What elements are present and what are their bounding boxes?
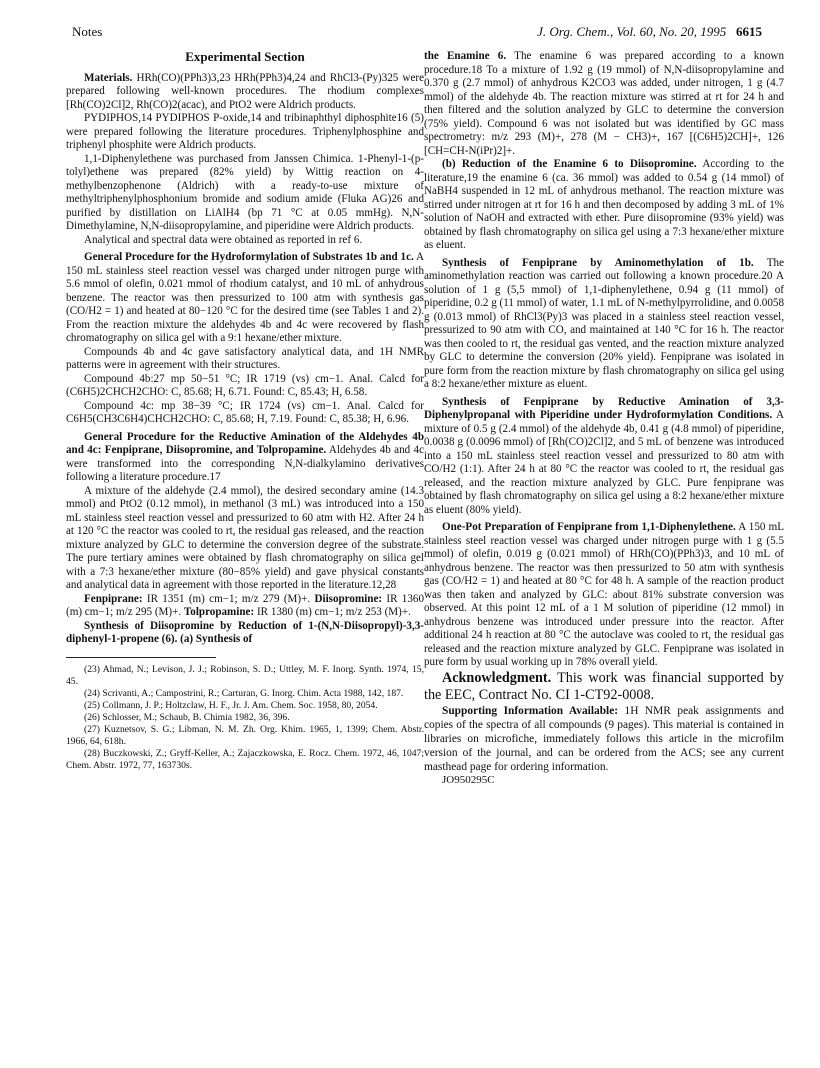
page-number: 6615	[736, 24, 762, 39]
one-pot-paragraph	[424, 521, 784, 670]
left-column	[66, 50, 424, 772]
header-section-label: Notes	[72, 24, 103, 39]
enamine-heading: the Enamine 6.	[424, 50, 507, 62]
reduction-text: According to the literature,19 the enamine 6 (ca. 36 mmol) was added to 0.54 g (14 mmol) of NaBH4 suspended in 12 mL of anhydrous methanol. The reaction mixture was stirred under nitrogen at rt for 16 h and then decomposed by adding 3 mL of 1% solution of NaOH and extracted with ether. Pure diisopromine (93% yield) was obtained by flash chromatography on silica gel using a 7:3 hexane/ether mixture as eluent.	[424, 158, 784, 251]
footnote: (25) Collmann, J. P.; Holtzclaw, H. F., Jr. J. Am. Chem. Soc. 1958, 80, 2054.	[84, 699, 378, 711]
hydroformylation-text: A 150 mL stainless steel reaction vessel was charged under nitrogen purge with 5.6 mmol of olefin, 0.021 mmol of rhodium catalyst, and 10 mL of anhydrous benzene. The reactor was then pressurized to 100 atm with synthesis gas (CO/H2 = 1) and heated at 80−120 °C for the desired time (see Tables 1 and 2). From the reaction mixture the aldehydes 4b and 4c were recovered by flash chromatography on silica gel with a 9:1 hexane/ether mixture.	[66, 251, 424, 344]
one-pot-text: A 150 mL stainless steel reaction vessel was charged under nitrogen purge with 1 g (5.5 mmol) of olefin, 0.019 g (0.021 mmol) of HRh(CO)(PPh3)3, and 10 mL of anhydrous benzene. The reactor was then pressurized to 50 atm with synthesis gas (CO/H2 = 1) and heated at 80 °C for 48 h. A sample of the reaction product was then taken and analyzed by GLC: about 81% substrate conversion was observed. At this point 12 mL of a 1 M solution of piperidine (12 mmol) in anhydrous benzene was introduced under pressure into the reactor. After additional 24 h reaction at 80 °C the autoclave was cooled to rt, the residual gas released and the reaction mixture analyzed by GLC. Fenpiprane was isolated in pure form by usual working up in 78% overall yield.	[424, 521, 784, 668]
reduction-heading: (b) Reduction of the Enamine 6 to Diisopromine.	[442, 158, 697, 170]
synthesis-heading-paragraph	[66, 620, 424, 647]
one-pot-heading: One-Pot Preparation of Fenpiprane from 1,1-Diphenylethene.	[442, 521, 736, 533]
enamine-paragraph	[424, 50, 784, 158]
footnote: (23) Ahmad, N.; Levison, J. J.; Robinson, S. D.; Uttley, M. F. Inorg. Synth. 1974, 15, 45.	[66, 663, 424, 687]
reductive-amination-hydroformylation-paragraph	[424, 396, 784, 518]
acknowledgment-text: This work was financial supported by the EEC, Contract No. CI 1-CT92-0008.	[424, 669, 784, 703]
reductive-amination-paragraph	[66, 431, 424, 485]
synthesis-heading: Synthesis of Diisopromine by Reduction of 1-(N,N-Diisopropyl)-3,3-diphenyl-1-propene (6). (a) Synthesis of	[66, 619, 424, 645]
materials-paragraph	[66, 72, 424, 113]
section-title: Experimental Section	[185, 49, 305, 64]
aminomethylation-paragraph	[424, 257, 784, 392]
reductive-amination-hydroformylation-text: A mixture of 0.5 g (2.4 mmol) of the aldehyde 4b, 0.41 g (4.8 mmol) of piperidine, 0.0038 g (0.0096 mmol) of [Rh(CO)2Cl]2, and 5 mL of benzene was introduced into a 150 mL stainless steel reaction vessel and pressurized to 80 atm with CO/H2 (1:1). After 24 h at 80 °C the reactor was cooled to rt, the residual gas released, and the reaction mixture analyzed by GLC. Pure fenpiprane was obtained by flash chromatography on silica gel using a 8:2 hexane/ether mixture as eluent (80% yield).	[424, 409, 784, 516]
materials-heading: Materials.	[84, 71, 133, 84]
reductive-amination-text: Aldehydes 4b and 4c were transformed into the corresponding N,N-dialkylamino derivatives following a literature procedure.17	[66, 444, 424, 483]
hydroformylation-paragraph	[66, 251, 424, 346]
supporting-info-heading: Supporting Information Available:	[442, 704, 619, 717]
hydroformylation-heading: General Procedure for the Hydroformylation of Substrates 1b and 1c.	[84, 251, 414, 263]
journal-citation: J. Org. Chem., Vol. 60, No. 20, 1995	[537, 24, 727, 39]
paragraph: A mixture of the aldehyde (2.4 mmol), the desired secondary amine (14.3 mmol) and PtO2 (0.12 mmol), in methanol (3 mL) was introduced into a 150 mL stainless steel reaction vessel and pressurized to 60 atm with H2. After 24 h at 120 °C the reactor was cooled to rt, the residual gas released, and the reaction mixture analyzed by GLC to determine the conversion degree of the substrate. The pure tertiary amines were obtained by flash chromatography on silica gel with a 7:3 hexane/ether mixture (80−85% yield) and gave physical constants and analytical data in agreement with those reported in the literature.12,28	[66, 484, 424, 591]
right-column	[424, 50, 784, 787]
footnote: (28) Buczkowski, Z.; Gryff-Keller, A.; Zajaczkowska, E. Rocz. Chem. 1972, 46, 1047; Chem. Abstr. 1972, 77, 163730s.	[66, 747, 424, 771]
tolpropamine-heading: Tolpropamine:	[183, 606, 255, 618]
enamine-text: The enamine 6 was prepared according to a known procedure.18 To a mixture of 1.92 g (19 mmol) of N,N-diisopropylamine and 0.370 g (2.7 mmol) of anhydrous K2CO3 was added, under nitrogen, 1 g (4.7 mmol) of the aldehyde 4b. The reaction mixture was stirred at rt for 24 h and then filtered and the solution analyzed by GLC to determine the conversion (75% yield). Compound 6 was not isolated but was identified by GC mass spectrometry: m/z 293 (M)+, 278 (M − CH3)+, 167 [(C6H5)2CH]+, 126 [CH=CH-N(iPr)2]+.	[424, 50, 784, 157]
reduction-paragraph	[424, 158, 784, 253]
header-journal-citation	[537, 24, 762, 40]
fenpiprane-data: IR 1351 (m) cm−1; m/z 279 (M)+.	[146, 592, 311, 605]
paragraph: PYDIPHOS,14 PYDIPHOS P-oxide,14 and tribinaphthyl diphosphite16 (5) were prepared following the literature procedures. Triphenylphosphine and triphenyl phosphite were Aldrich products.	[66, 112, 424, 151]
paragraph: Analytical and spectral data were obtained as reported in ref 6.	[84, 233, 363, 246]
fenpiprane-heading: Fenpiprane:	[84, 592, 143, 605]
aminomethylation-text: The aminomethylation reaction was carried out following a known procedure.20 A solution of 1 g (5,5 mmol) of 1,1-diphenylethene, 0.94 g (11 mmol) of piperidine, 0.2 g (11 mmol) of water, 1.1 mL of N-methylpyrrolidine, and 0.0058 g (0.013 mmol) of RhCl3(Py)3 was placed in a stainless steel reaction vessel, pressurized to 90 atm with CO, and maintained at 140 °C for 16 h. The reactor was then cooled to rt, the residual gas vented, and the reaction mixture analyzed by GLC to determine the conversion (20% yield). Fenpiprane was isolated in pure form from the reaction mixture by flash chromatography on silica gel using a 8:2 hexane/ether mixture as eluent.	[424, 256, 785, 390]
supporting-info-text: 1H NMR peak assignments and copies of the spectra of all compounds (9 pages). This material is contained in libraries on microfiche, immediately follows this article in the microfilm version of the journal, and can be ordered from the ACS; see any current masthead page for ordering information.	[424, 704, 784, 773]
reductive-amination-hydroformylation-heading: Synthesis of Fenpiprane by Reductive Amination of 3,3-Diphenylpropanal with Piperidine under Hydroformylation Conditions.	[424, 395, 784, 421]
materials-text: HRh(CO)(PPh3)3,23 HRh(PPh3)4,24 and RhCl3-(Py)325 were prepared following well-known procedures. The rhodium complexes [Rh(CO)2Cl]2, Rh(CO)2(acac), and PtO2 were Aldrich products.	[66, 71, 424, 111]
paragraph: 1,1-Diphenylethene was purchased from Janssen Chimica. 1-Phenyl-1-(p-tolyl)ethene was prepared (82% yield) by Wittig reaction on 4-methylbenzophenone (Aldrich) with a ready-to-use mixture of methyltriphenylphosphonium bromide and sodium amide (Fluka AG)26 and purified by distillation on LiAlH4 (bp 71 °C at 0.05 mmHg). N,N-Dimethylamine, N,N-diisopropylamine, and piperidine were Aldrich products.	[66, 152, 424, 232]
acknowledgment-heading: Acknowledgment.	[442, 669, 552, 686]
footnote: (26) Schlosser, M.; Schaub, B. Chimia 1982, 36, 396.	[84, 711, 290, 723]
footnote: (24) Scrivanti, A.; Campostrini, R.; Carturan, G. Inorg. Chim. Acta 1988, 142, 187.	[84, 687, 404, 699]
acknowledgment-paragraph	[424, 670, 784, 704]
paragraph: Compounds 4b and 4c gave satisfactory analytical data, and 1H NMR patterns were in agreement with their structures.	[66, 345, 424, 371]
paragraph: Compound 4c: mp 38−39 °C; IR 1724 (vs) cm−1. Anal. Calcd for C6H5(CH3C6H4)CHCH2CHO: C, 85.68; H, 7.19. Found: C, 85.38; H, 6.96.	[66, 399, 424, 425]
tolpropamine-data: IR 1380 (m) cm−1; m/z 253 (M)+.	[256, 606, 411, 618]
diisopromine-heading: Diisopromine:	[314, 592, 383, 605]
aminomethylation-heading: Synthesis of Fenpiprane by Aminomethylation of 1b.	[442, 256, 754, 269]
paragraph: Compound 4b:27 mp 50−51 °C; IR 1719 (vs) cm−1. Anal. Calcd for (C6H5)2CHCH2CHO: C, 85.68; H, 6.71. Found: C, 85.43; H, 6.58.	[66, 372, 424, 398]
amine-data-paragraph	[66, 593, 424, 620]
footnote-divider	[66, 657, 216, 658]
manuscript-code: JO950295C	[442, 773, 495, 786]
reductive-amination-heading: General Procedure for the Reductive Amination of the Aldehydes 4b and 4c: Fenpiprane, Diisopromine, and Tolpropamine.	[66, 430, 424, 456]
diisopromine-data: IR 1360 (m) cm−1; m/z 295 (M)+.	[66, 592, 424, 618]
supporting-info-paragraph	[424, 704, 784, 774]
footnote: (27) Kuznetsov, S. G.; Libman, N. M. Zh. Org. Khim. 1965, 1, 1399; Chem. Abstr. 1966, 64, 618h.	[66, 723, 424, 747]
